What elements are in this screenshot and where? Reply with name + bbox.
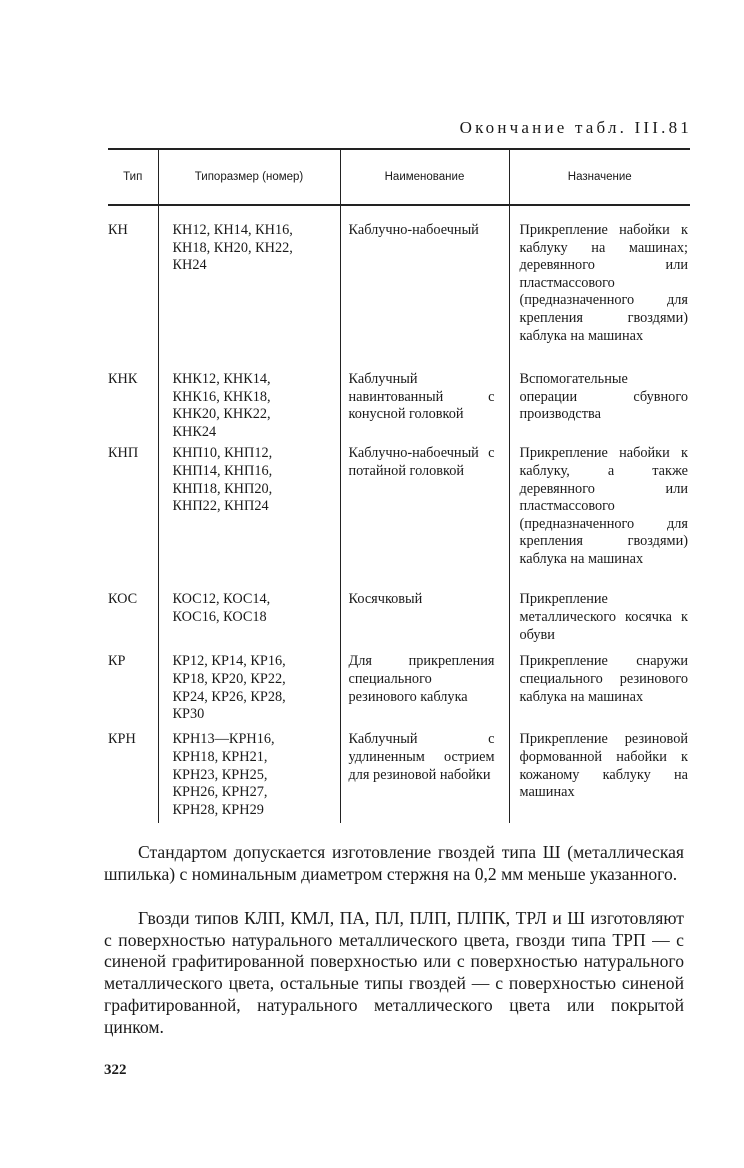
table-row bbox=[108, 367, 690, 441]
size-line: КН24 bbox=[172, 257, 207, 274]
size-line: КОС12, КОС14, bbox=[172, 591, 271, 608]
size-line: КОС16, КОС18 bbox=[172, 608, 267, 625]
body-paragraph: Гвозди типов КЛП, КМЛ, ПА, ПЛ, ПЛП, ПЛПК, ТРЛ и Ш изготовляют с поверхностью натурального металлического цвета, гвозди типа ТРП — с синеной графитированной поверхностью или с поверхностью натурального металлического цвета, остальные типы гвоздей — с поверхностью синеной графитированной, натурального металлического цвета или покрытой цинком. bbox=[104, 908, 684, 1037]
size-line: КНП22, КНП24 bbox=[172, 498, 269, 515]
size-line: КНК24 bbox=[172, 423, 217, 440]
size-line: КРН18, КРН21, bbox=[172, 748, 268, 765]
size-line: КРН26, КРН27, bbox=[172, 784, 268, 801]
size-line: КН18, КН20, КН22, bbox=[172, 239, 293, 256]
cell-purpose: Вспомогательные операции сбувного производства bbox=[509, 367, 690, 441]
cell-name: Для прикрепления специального резинового каблука bbox=[340, 649, 509, 727]
cell-size bbox=[158, 367, 340, 441]
table-row bbox=[108, 649, 690, 727]
size-line: КР12, КР14, КР16, bbox=[172, 653, 286, 670]
size-line: КНК16, КНК18, bbox=[172, 388, 271, 405]
cell-purpose: Прикрепление набойки к каблуку, а также деревянного или пластмассового (предназначенного для крепления гвоздями) каблука на машинах bbox=[509, 441, 690, 587]
size-line: КНК12, КНК14, bbox=[172, 371, 271, 387]
body-paragraph: Стандартом допускается изготовление гвоздей типа Ш (металлическая шпилька) с номинальным диаметром стержня на 0,2 мм меньше указанного. bbox=[104, 842, 684, 884]
table-header-row bbox=[108, 149, 690, 205]
cell-size bbox=[158, 587, 340, 649]
cell-type: КНК bbox=[108, 371, 138, 387]
cell-size bbox=[158, 205, 340, 367]
cell-type: КНП bbox=[108, 445, 139, 462]
cell-size bbox=[158, 441, 340, 587]
table-row bbox=[108, 727, 690, 823]
nails-table bbox=[108, 148, 690, 823]
size-line: КН12, КН14, КН16, bbox=[172, 222, 293, 238]
size-line: КР18, КР20, КР22, bbox=[172, 670, 286, 687]
header-size: Типоразмер (номер) bbox=[158, 149, 340, 205]
size-line: КНП18, КНП20, bbox=[172, 480, 273, 497]
cell-purpose: Прикрепление набойки к каблуку на машинах; деревянного или пластмассового (предназначенного для крепления гвоздями) каблука на машинах bbox=[509, 205, 690, 367]
header-type: Тип bbox=[108, 149, 158, 205]
header-name: Наименование bbox=[340, 149, 509, 205]
cell-type: КРН bbox=[108, 731, 136, 748]
page-number: 322 bbox=[104, 1062, 127, 1078]
cell-type: КР bbox=[108, 653, 126, 670]
table-row bbox=[108, 587, 690, 649]
cell-purpose: Прикрепление металлического косячка к обуви bbox=[509, 587, 690, 649]
header-purpose: Назначение bbox=[509, 149, 690, 205]
size-line: КНП14, КНП16, bbox=[172, 462, 273, 479]
table-row bbox=[108, 205, 690, 367]
cell-name: Косячковый bbox=[340, 587, 509, 649]
size-line: КР30 bbox=[172, 706, 205, 723]
table-row bbox=[108, 441, 690, 587]
table-caption: Окончание табл. III.81 bbox=[459, 118, 692, 137]
cell-name: Каблучно-набоечный bbox=[340, 205, 509, 367]
cell-purpose: Прикрепление снаружи специального резинового каблука на машинах bbox=[509, 649, 690, 727]
size-line: КРН23, КРН25, bbox=[172, 766, 268, 783]
size-line: КРН13—КРН16, bbox=[172, 731, 275, 748]
cell-purpose: Прикрепление резиновой формованной набойки к кожаному каблуку на машинах bbox=[509, 727, 690, 823]
size-line: КР24, КР26, КР28, bbox=[172, 688, 286, 705]
size-line: КРН28, КРН29 bbox=[172, 801, 264, 818]
cell-type: КН bbox=[108, 222, 128, 238]
cell-name: Каблучный с удлиненным острием для резиновой набойки bbox=[340, 727, 509, 823]
cell-size bbox=[158, 649, 340, 727]
cell-name: Каблучный навинтованный с конусной головкой bbox=[340, 367, 509, 441]
cell-size bbox=[158, 727, 340, 823]
cell-name: Каблучно-набоечный с потайной головкой bbox=[340, 441, 509, 587]
size-line: КНК20, КНК22, bbox=[172, 406, 271, 423]
cell-type: КОС bbox=[108, 591, 138, 608]
size-line: КНП10, КНП12, bbox=[172, 445, 273, 462]
